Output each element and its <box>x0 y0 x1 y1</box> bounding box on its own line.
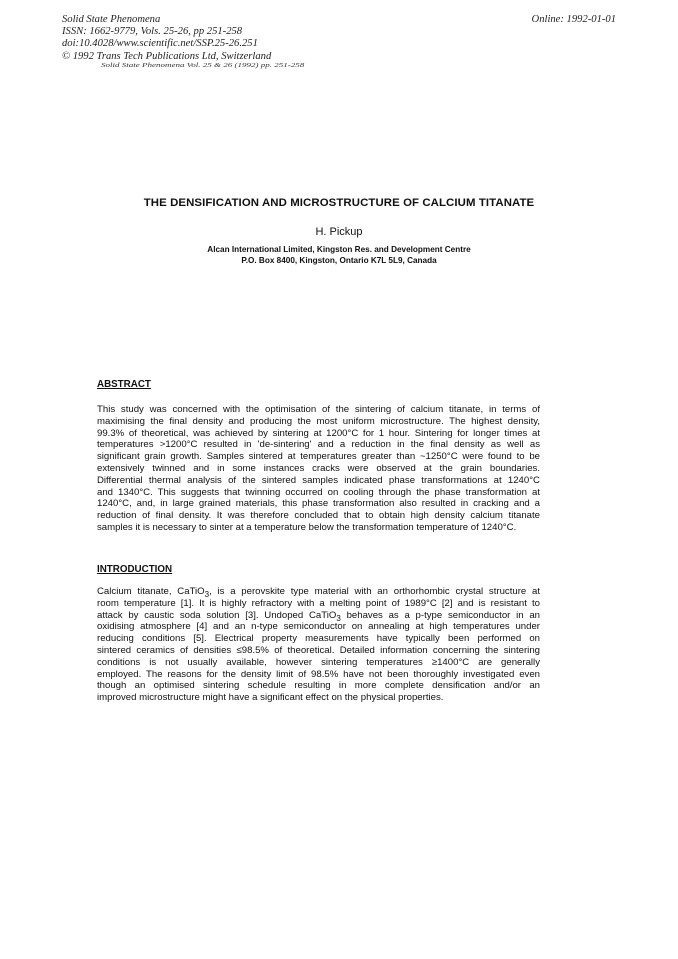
abstract-line: samples it is necessary to sinter at a temperature below the transformation temperature of 1240°C. <box>97 521 517 533</box>
abstract-line: reduction of final density. It was therefore concluded that to obtain high density calcium titanate <box>97 510 540 522</box>
affiliation-line-2: P.O. Box 8400, Kingston, Ontario K7L 5L9, Canada <box>241 256 437 265</box>
introduction-text: attack by caustic soda solution [3]. Undoped CaTiO <box>97 609 337 621</box>
abstract-line: Differential thermal analysis of the sintered samples indicated phase transformations at 1240°C <box>97 474 540 486</box>
abstract-line: temperatures >1200°C resulted in 'de-sintering' and a reduction in the final density as well as <box>97 439 540 451</box>
scanned-running-header: Solid State Phenomena Vol. 25 & 26 (1992) pp. 251-258 <box>101 61 305 69</box>
abstract-line: This study was concerned with the optimisation of the sintering of calcium titanate, in terms of <box>97 404 540 415</box>
introduction-line: room temperature [1]. It is highly refractory with a melting point of 1989°C [2] and is resistant to <box>97 597 540 609</box>
introduction-text: Calcium titanate, CaTiO <box>97 586 205 597</box>
author-name: H. Pickup <box>315 226 363 238</box>
introduction-heading: INTRODUCTION <box>97 564 173 575</box>
introduction-line: employed. The reasons for the density limit of 98.5% have not been thoroughly investigated even <box>97 668 540 680</box>
introduction-body <box>97 586 540 704</box>
subscript-3: 3 <box>336 613 341 623</box>
abstract-line: 99.3% of theoretical, was achieved by sintering at 1200°C for 1 hour. Sintering for longer times at <box>97 427 540 439</box>
introduction-line: though an optimised sintering schedule resulting in more complete densification and/or an <box>97 680 540 692</box>
subscript-3: 3 <box>204 589 210 599</box>
introduction-line <box>97 610 540 622</box>
paper-title: THE DENSIFICATION AND MICROSTRUCTURE OF CALCIUM TITANATE <box>143 197 535 209</box>
doi-line: doi:10.4028/www.scientific.net/SSP.25-26.251 <box>62 38 258 50</box>
abstract-body <box>97 404 540 534</box>
affiliation-line-1: Alcan International Limited, Kingston Res. and Development Centre <box>207 245 471 254</box>
introduction-text: behaves as a p-type semiconductor in an <box>340 609 540 621</box>
introduction-line: reducing conditions [5]. Electrical property measurements have typically been performed on <box>97 633 540 645</box>
journal-name: Solid State Phenomena <box>62 14 161 25</box>
issn-line: ISSN: 1662-9779, Vols. 25-26, pp 251-258 <box>62 26 243 38</box>
introduction-text: , is a perovskite type material with an orthorhombic crystal structure at <box>209 586 540 597</box>
online-date: Online: 1992-01-01 <box>531 14 616 25</box>
introduction-line <box>97 586 540 598</box>
abstract-line: extensively twinned and in some instances cracks were observed at the grain boundaries. <box>97 462 540 474</box>
abstract-line: and 1340°C. This suggests that twinning occurred on cooling through the phase transformation at <box>97 486 540 498</box>
introduction-line: improved microstructure might have a significant effect on the physical properties. <box>97 692 444 704</box>
introduction-line: oxidising atmosphere [4] and an n-type semiconductor on annealing at high temperatures under <box>97 621 540 633</box>
copyright-line: © 1992 Trans Tech Publications Ltd, Switzerland <box>62 50 272 62</box>
abstract-line: significant grain growth. Samples sintered at temperatures greater than ~1250°C were found to be <box>97 451 540 463</box>
introduction-line: sintered ceramics of densities ≤98.5% of theoretical. Detailed information concerning the sintering <box>97 644 540 656</box>
abstract-heading: ABSTRACT <box>97 379 151 390</box>
abstract-line: maximising the final density and producing the most uniform microstructure. The highest density, <box>97 415 540 427</box>
abstract-line: 1240°C, and, in large grained materials, this phase transformation also resulted in cracking and a <box>97 498 540 510</box>
introduction-line: conditions is not usually available, however sintering temperatures ≥1400°C are generally <box>97 656 540 668</box>
publication-metadata <box>62 14 271 63</box>
